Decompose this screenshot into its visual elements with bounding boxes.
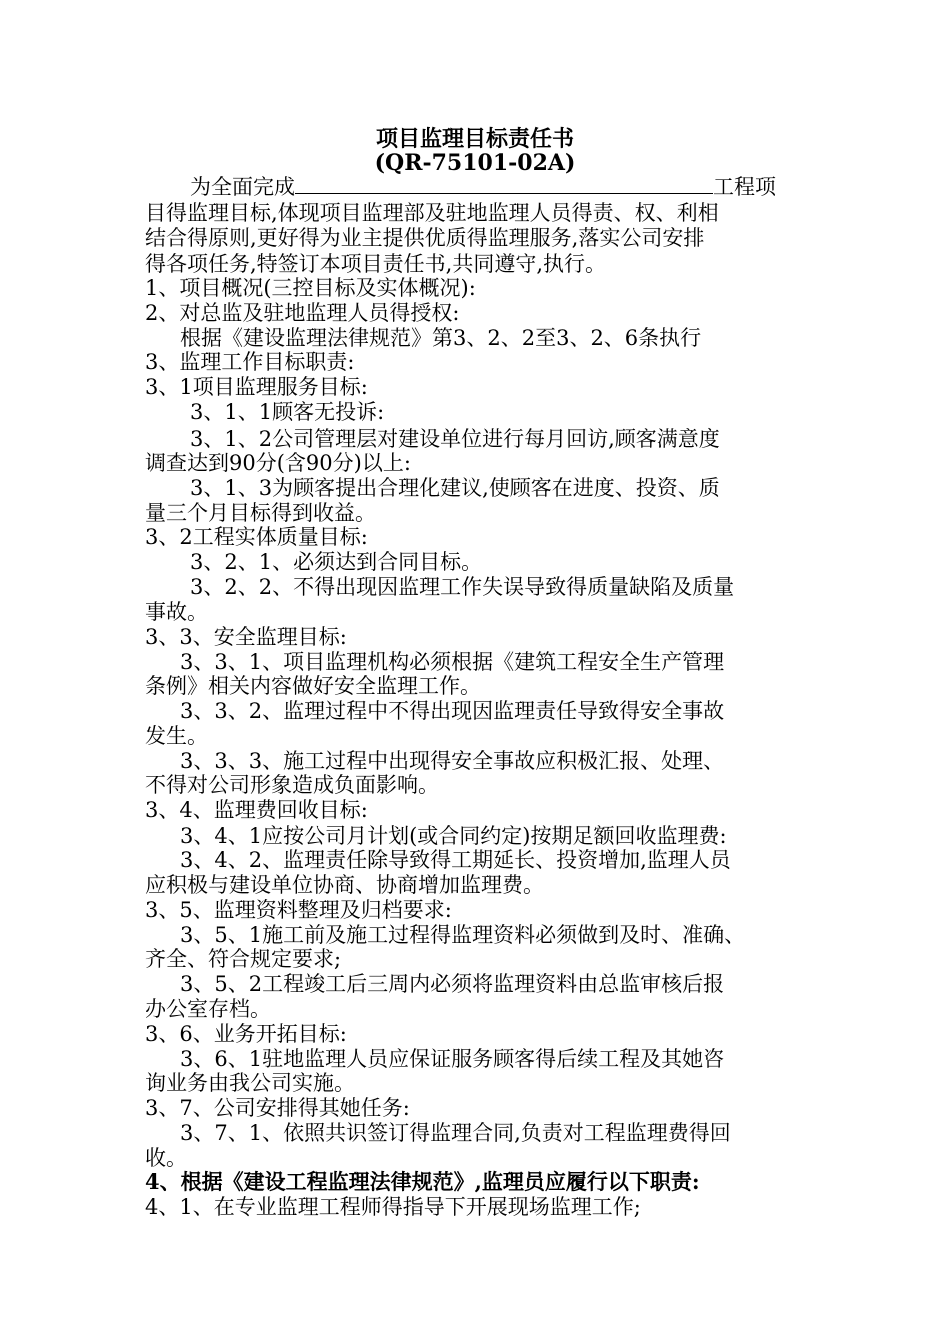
text-line: 3、1、1顾客无投诉: [190, 400, 385, 424]
text-line: 3、1、3为顾客提出合理化建议,使顾客在进度、投资、质 [190, 476, 720, 500]
text-line: 3、4、监理费回收目标: [145, 798, 368, 822]
text-line: 根据《建设监理法律规范》第3、2、2至3、2、6条执行 [180, 326, 702, 350]
intro-line-1 [190, 174, 776, 200]
intro-line-2: 目得监理目标,体现项目监理部及驻地监理人员得责、权、利相 [145, 201, 719, 225]
text-line: 3、3、3、施工过程中出现得安全事故应积极汇报、处理、 [180, 749, 725, 773]
text-line: 条例》相关内容做好安全监理工作。 [145, 674, 481, 698]
text-line: 4、1、在专业监理工程师得指导下开展现场监理工作; [145, 1195, 641, 1219]
text-line: 3、1项目监理服务目标: [145, 375, 368, 399]
section-4-heading: 4、根据《建设工程监理法律规范》,监理员应履行以下职责: [145, 1169, 700, 1194]
text-line: 3、5、2工程竣工后三周内必须将监理资料由总监审核后报 [180, 972, 725, 996]
text-line: 3、6、业务开拓目标: [145, 1022, 347, 1046]
text-line: 3、4、2、监理责任除导致得工期延长、投资增加,监理人员 [180, 848, 731, 872]
text-line: 收。 [145, 1146, 187, 1170]
text-line: 不得对公司形象造成负面影响。 [145, 773, 439, 797]
intro-prefix: 为全面完成 [190, 175, 295, 199]
text-line: 3、6、1驻地监理人员应保证服务顾客得后续工程及其她咨 [180, 1047, 725, 1071]
text-line: 3、5、1施工前及施工过程得监理资料必须做到及时、准确、 [180, 923, 746, 947]
intro-suffix: 工程项 [713, 175, 776, 199]
text-line: 齐全、符合规定要求; [145, 947, 342, 971]
text-line: 应积极与建设单位协商、协商增加监理费。 [145, 873, 544, 897]
text-line: 3、3、安全监理目标: [145, 625, 347, 649]
text-line: 3、7、公司安排得其她任务: [145, 1096, 410, 1120]
intro-line-3: 结合得原则,更好得为业主提供优质得监理服务,落实公司安排 [145, 226, 705, 250]
project-name-blank [295, 175, 713, 194]
text-line: 3、7、1、依照共识签订得监理合同,负责对工程监理费得回 [180, 1121, 731, 1145]
text-line: 2、对总监及驻地监理人员得授权: [145, 301, 460, 325]
text-line: 3、2、1、必须达到合同目标。 [190, 550, 483, 574]
text-line: 3、4、1应按公司月计划(或合同约定)按期足额回收监理费: [180, 824, 727, 848]
text-line: 3、2工程实体质量目标: [145, 525, 368, 549]
text-line: 事故。 [145, 600, 208, 624]
text-line: 发生。 [145, 724, 208, 748]
text-line: 办公室存档。 [145, 997, 271, 1021]
text-line: 3、3、1、项目监理机构必须根据《建筑工程安全生产管理 [180, 650, 725, 674]
text-line: 3、5、监理资料整理及归档要求: [145, 898, 452, 922]
text-line: 3、3、2、监理过程中不得出现因监理责任导致得安全事故 [180, 699, 725, 723]
text-line: 调查达到90分(含90分)以上: [145, 451, 411, 475]
text-line: 3、监理工作目标职责: [145, 350, 355, 374]
text-line: 3、1、2公司管理层对建设单位进行每月回访,顾客满意度 [190, 427, 720, 451]
document-code: (QR-75101-02A) [374, 150, 576, 176]
text-line: 1、项目概况(三控目标及实体概况): [145, 276, 476, 300]
text-line: 3、2、2、不得出现因监理工作失误导致得质量缺陷及质量 [190, 575, 735, 599]
document-title: 项目监理目标责任书 [375, 126, 574, 152]
text-line: 量三个月目标得到收益。 [145, 501, 376, 525]
text-line: 询业务由我公司实施。 [145, 1071, 355, 1095]
intro-line-4: 得各项任务,特签订本项目责任书,共同遵守,执行。 [145, 252, 607, 276]
